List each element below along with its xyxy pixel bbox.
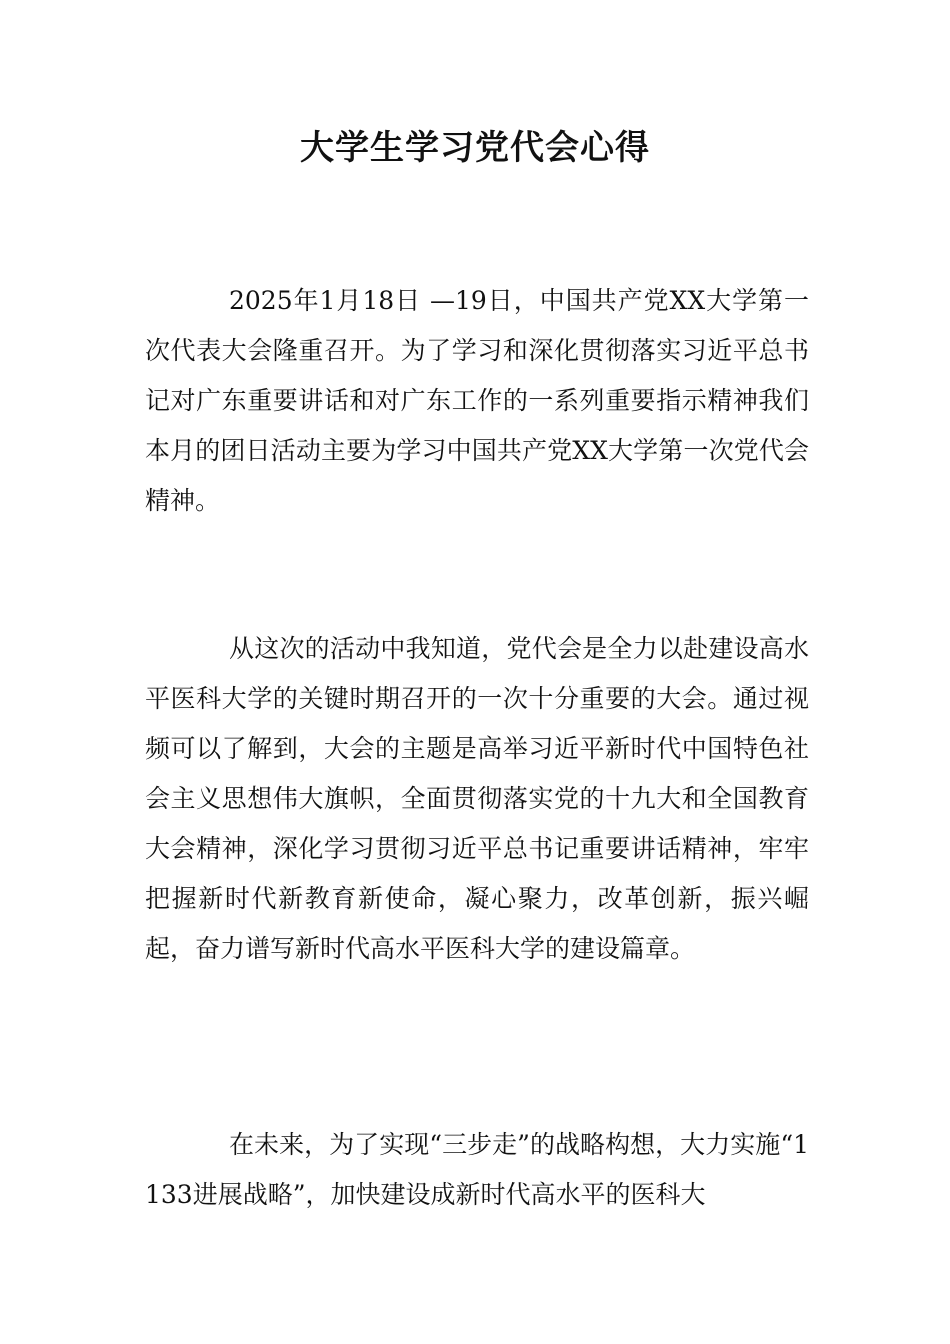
paragraph-3: 在未来，为了实现“三步走”的战略构想，大力实施“1133进展战略”，加快建设成新时代高水平的医科大	[145, 1130, 809, 1209]
paragraph-1: 2025年1月18日 —19日，中国共产党XX大学第一次代表大会隆重召开。为了学习和深化贯彻落实习近平总书记对广东重要讲话和对广东工作的一系列重要指示精神我们本月的团日活动主要为学习中国共产党XX大学第一次党代会精神。	[145, 286, 809, 515]
document-title: 大学生学习党代会心得	[300, 128, 650, 168]
paragraph-2: 从这次的活动中我知道，党代会是全力以赴建设高水平医科大学的关键时期召开的一次十分重要的大会。通过视频可以了解到，大会的主题是高举习近平新时代中国特色社会主义思想伟大旗帜，全面贯彻落实党的十九大和全国教育大会精神，深化学习贯彻习近平总书记重要讲话精神，牢牢把握新时代新教育新使命，凝心聚力，改革创新，振兴崛起，奋力谱写新时代高水平医科大学的建设篇章。	[145, 634, 809, 963]
